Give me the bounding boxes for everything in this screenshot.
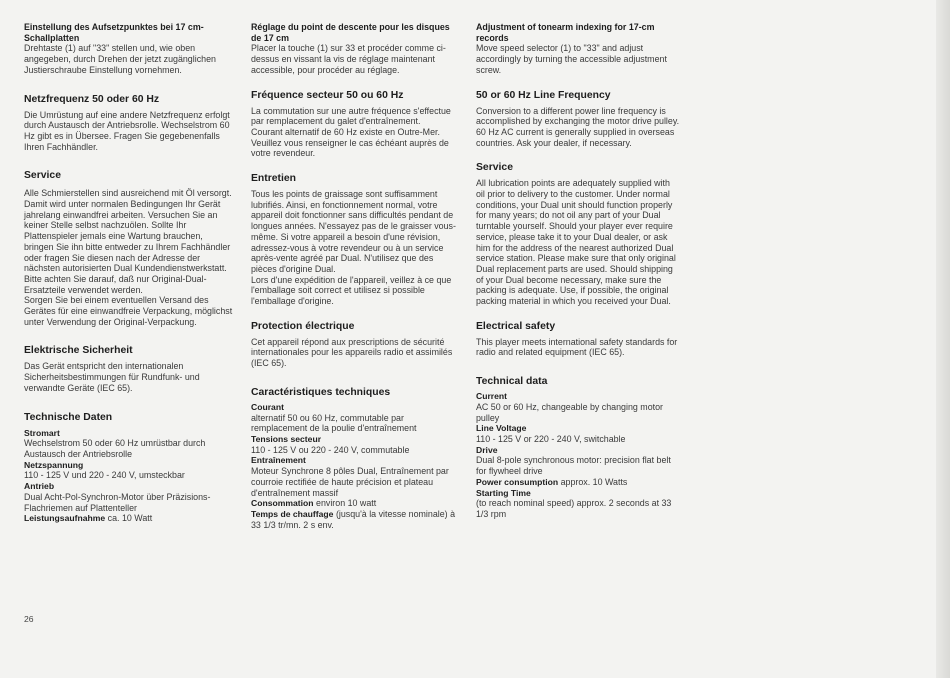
- spec-label-power: Power consumption: [476, 476, 559, 487]
- paragraph-expedition: Lors d'une expédition de l'appareil, veillez à ce que l'emballage soit correct et utilisez si possible l'emballage d'origine.: [251, 274, 452, 307]
- spec-label-drive: Drive: [476, 444, 498, 455]
- spec-row-leistung: [24, 513, 234, 524]
- spec-label-consommation: Consommation: [251, 498, 314, 509]
- paragraph-versand-de: Sorgen Sie bei einem eventuellen Versand des Gerätes für eine einwandfreie Verpackung, möglichst unter Verwendung der Original-Verpackung.: [24, 295, 233, 327]
- spec-label-entrainement: Entraînement: [251, 455, 306, 466]
- section-title-technische-daten: Technische Daten: [24, 411, 113, 423]
- section-title-protection: Protection électrique: [251, 320, 355, 332]
- paragraph-entretien: Tous les points de graissage sont suffisamment lubrifiés. Ainsi, en fonctionnement normal, votre appareil doit fonctionner sans difficultés pendant de longues années. N'essayez pas de le graisser vous-même. Si votre appareil a besoin d'une révision, adressez-vous à votre revendeur ou à un service après-vente agréé par Dual. N'utilisez que des pièces d'origine Dual.: [251, 189, 456, 274]
- spec-value-drive: Dual 8-pole synchronous motor: precision flat belt for flywheel drive: [476, 455, 671, 477]
- section-title-service-en: Service: [476, 162, 513, 174]
- spec-label-stromart: Stromart: [24, 427, 60, 438]
- spec-label-courant: Courant: [251, 401, 284, 412]
- spec-value-leistung: ca. 10 Watt: [107, 513, 153, 524]
- spec-row-consommation: [251, 498, 459, 509]
- paragraph-reglage: Placer la touche (1) sur 33 et procéder comme ci-dessus en vissant la vis de réglage maintenant accessible, pour procéder au réglage.: [251, 43, 446, 75]
- paragraph-tonearm: Move speed selector (1) to "33" and adjust accordingly by turning the accessible adjustment screw.: [476, 43, 667, 75]
- paragraph-line-frequency: Conversion to a different power line frequency is accomplished by exchanging the motor drive pulley.: [476, 105, 680, 127]
- section-title-electrical-safety: Electrical safety: [476, 320, 556, 332]
- paragraph-aufsetzpunkt: Drehtaste (1) auf "33" stellen und, wie oben angegeben, durch Drehen der jetzt zugänglichen Justierschraube Einstellung vornehmen.: [24, 43, 216, 75]
- column-french: [251, 22, 459, 530]
- spec-value-consommation: environ 10 watt: [316, 498, 377, 509]
- paragraph-service-en: All lubrication points are adequately supplied with oil prior to delivery to the customer. Under normal conditions, your Dual unit should function properly for many years; do not oil any part of your Dual turntable yourself. Should your player ever require service, please take it to your Dual dealer, or ask him for the address of the nearest authorized Dual service station. Please make sure that only original Dual replacement parts are used. Should shipping of your Dual become necessary, make sure the packing is adequate. Use, if possible, the original packing material in which you received your Dual.: [476, 178, 676, 307]
- paragraph-sicherheit: Das Gerät entspricht den internationalen Sicherheitsbestimmungen für Rundfunk- und verwandte Geräte (IEC 65).: [24, 361, 200, 393]
- spec-label-antrieb: Antrieb: [24, 481, 55, 492]
- spec-value-starting-time: (to reach nominal speed) approx. 2 seconds at 33 1/3 rpm: [476, 498, 672, 519]
- spec-label-tensions: Tensions secteur: [251, 433, 322, 444]
- section-title-frequence: Fréquence secteur 50 ou 60 Hz: [251, 89, 404, 101]
- section-title-service-de: Service: [24, 170, 61, 182]
- section-title-netzfrequenz: Netzfrequenz 50 oder 60 Hz: [24, 93, 160, 105]
- spec-value-antrieb: Dual Acht-Pol-Synchron-Motor über Präzisions-Flachriemen auf Plattenteller: [24, 491, 211, 513]
- paragraph-line-frequency-2: 60 Hz AC current is generally supplied in overseas countries. Ask your dealer, if necessary.: [476, 126, 675, 148]
- section-title-aufsetzpunkt: Einstellung des Aufsetzpunktes bei 17 cm-Schallplatten: [24, 22, 204, 43]
- paragraph-service-de: Alle Schmierstellen sind ausreichend mit Öl versorgt. Damit wird unter normalen Bedingungen Ihr Gerät jahrelang einwandfrei arbeiten. Versuchen Sie an keiner Stelle selbst nachzuölen. Sollte Ihr Plattenspieler jemals eine Wartung brauchen, bringen Sie ihn bitte entweder zu Ihrem Fachhändler oder fragen Sie diesen nach der Adresse der nächsten autorisierten Dual Kundendienstwerkstatt. Bitte achten Sie darauf, daß nur Original-Dual-Ersatzteile verwendet werden.: [24, 188, 232, 295]
- page-number: 26: [24, 614, 34, 624]
- column-english: [476, 22, 681, 520]
- spec-row-chauffage: [251, 509, 459, 530]
- column-german: [24, 22, 234, 524]
- spec-value-current: AC 50 or 60 Hz, changeable by changing motor pulley: [476, 401, 663, 423]
- paragraph-electrical-safety: This player meets international safety standards for radio and related equipment (IEC 65).: [476, 336, 678, 358]
- spec-label-leistung: Leistungsaufnahme: [24, 513, 106, 524]
- spec-label-current: Current: [476, 391, 508, 402]
- section-title-caracteristiques: Caractéristiques techniques: [251, 386, 391, 398]
- spec-label-netzspannung: Netzspannung: [24, 459, 84, 470]
- spec-value-netzspannung: 110 - 125 V und 220 - 240 V, umsteckbar: [24, 470, 185, 481]
- section-title-sicherheit: Elektrische Sicherheit: [24, 345, 133, 357]
- spec-value-tensions: 110 - 125 V ou 220 - 240 V, commutable: [251, 444, 410, 455]
- page-edge-shadow: [936, 0, 950, 678]
- section-title-entretien: Entretien: [251, 173, 297, 185]
- paragraph-netzfrequenz: Die Umrüstung auf eine andere Netzfrequenz erfolgt durch Austausch der Antriebsrolle. Wechselstrom 60 Hz gibt es in Übersee. Fragen Sie gegebenenfalls Ihren Fachhändler.: [24, 109, 230, 152]
- spec-value-stromart: Wechselstrom 50 oder 60 Hz umrüstbar durch Austausch der Antriebsrolle: [24, 438, 206, 459]
- spec-value-entrainement: Moteur Synchrone 8 pôles Dual, Entraînement par courroie rectifiée de haute précision et plateau d'entraînement massif: [251, 466, 449, 498]
- paragraph-frequence-2: Courant alternatif de 60 Hz existe en Outre-Mer. Veuillez vous renseigner le cas échéant auprès de votre revendeur.: [251, 126, 449, 159]
- section-title-line-frequency: 50 or 60 Hz Line Frequency: [476, 89, 611, 101]
- section-title-tonearm: Adjustment of tonearm indexing for 17-cm records: [476, 22, 655, 43]
- paragraph-protection: Cet appareil répond aux prescriptions de sécurité internationales pour les appareils radio et assimilés (IEC 65).: [251, 336, 453, 369]
- spec-value-power: approx. 10 Watts: [560, 476, 628, 487]
- spec-label-chauffage: Temps de chauffage: [251, 508, 334, 519]
- spec-value-courant: alternatif 50 ou 60 Hz, commutable par remplacement de la poulie d'entraînement: [251, 412, 417, 434]
- section-title-technical-data: Technical data: [476, 376, 548, 388]
- spec-label-starting-time: Starting Time: [476, 487, 531, 498]
- spec-row-power: [476, 477, 681, 488]
- spec-value-chauffage: (jusqu'à la vitesse nominale) à 33 1/3 tr/mn. 2 s env.: [251, 508, 456, 530]
- section-title-reglage: Réglage du point de descente pour les disques de 17 cm: [251, 22, 450, 43]
- spec-label-line-voltage: Line Voltage: [476, 423, 527, 434]
- paragraph-frequence: La commutation sur une autre fréquence s'effectue par remplacement du galet d'entraînement.: [251, 105, 451, 127]
- spec-value-line-voltage: 110 - 125 V or 220 - 240 V, switchable: [476, 433, 626, 444]
